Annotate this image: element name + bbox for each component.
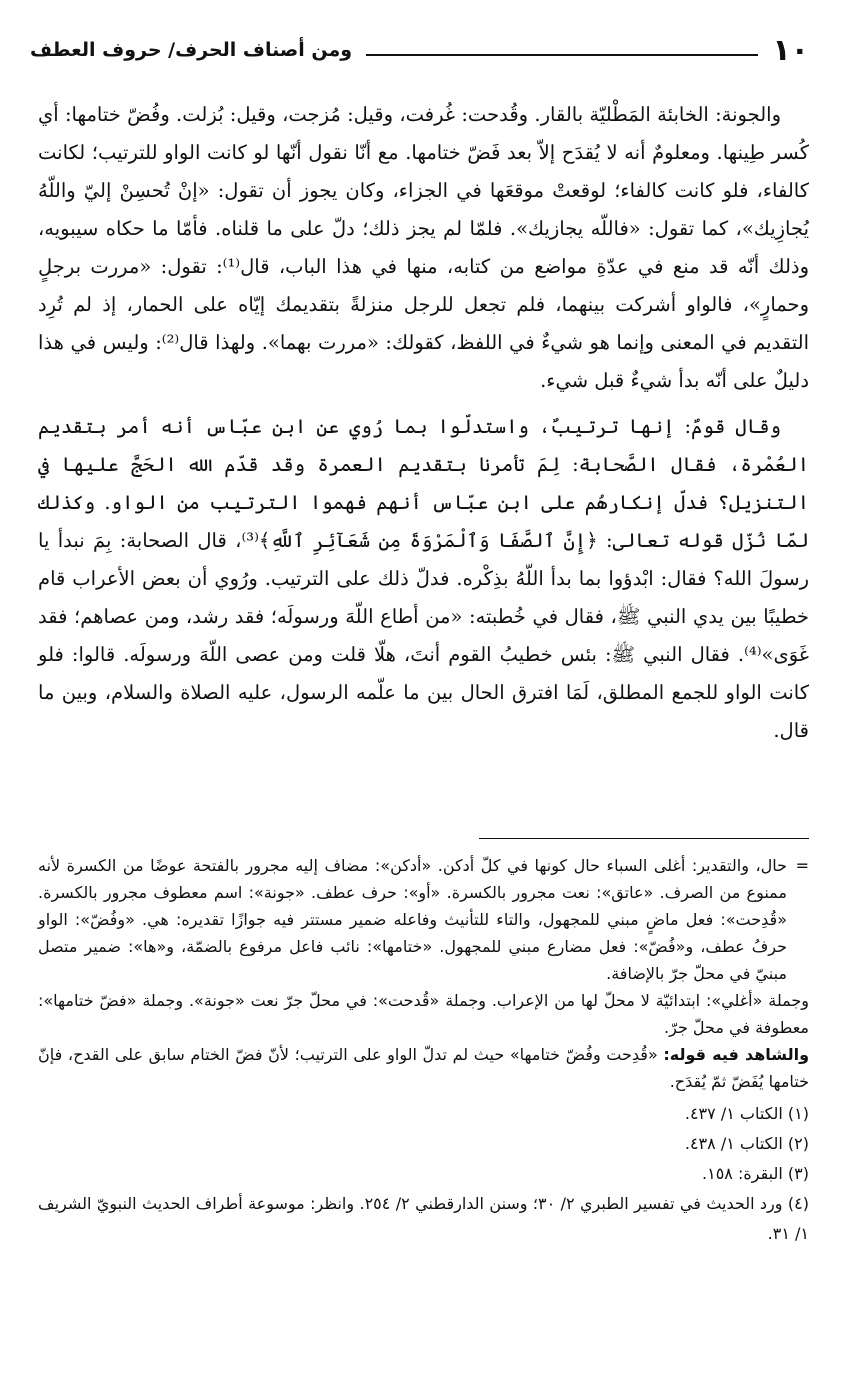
footnote-ref: (١) الكتاب ١/ ٤٣٧. [684,1104,809,1123]
footnotes [38,852,809,1249]
shahid-text: «قُدِحت وفُضّ ختامها» حيث لم تدلّ الواو على الترتيب؛ لأنّ فضّ الختام سابق على القدح، فإنّ ختامها يُفَضّ ثمّ يُقدَح. [38,1045,809,1091]
footnote-ref: (٤) ورد الحديث في تفسير الطبري ٢/ ٣٠؛ وسنن الدارقطني ٢/ ٢٥٤. وانظر: موسوعة أطراف الحديث النبويّ الشريف ١/ ٣١. [38,1194,809,1243]
footnote-ref: (٢) الكتاب ١/ ٤٣٨. [684,1134,809,1153]
footnote-continuation [38,852,809,987]
footnote-text: حال، والتقدير: أغلى السباء حال كونها في كلّ أدكن. «أدكن»: مضاف إليه مجرور بالفتحة عوضًا من الكسرة لأنه ممنوع من الصرف. «عاتق»: نعت مجرور بالكسرة. «أو»: حرف عطف. «جونة»: اسم معطوف مجرور بالكسرة. «قُدِحت»: فعل ماضٍ مبني للمجهول، والتاء للتأنيث وفاعله ضمير مستتر فيه جوازًا تقديره: هي. «وفُضّ»: الواو حرفُ عطف، و«فُضّ»: فعل مضارع مبني للمجهول. «ختامها»: نائب فاعل مرفوع بالضمّة، و«ها»: ضمير متصل مبنيّ في محلّ جرّ بالإضافة. [38,856,787,983]
footnote-shahid [38,1041,809,1095]
page-number: ١٠ [772,32,809,68]
running-title: ومن أصناف الحرف/ حروف العطف [30,39,353,61]
footnote-divider [479,838,809,839]
continuation-mark: = [795,856,809,875]
shahid-lead: والشاهد فيه قوله: [663,1045,810,1064]
header-rule [366,54,758,56]
page-header [30,30,809,70]
main-text [38,96,809,750]
footnote-references [38,1099,809,1249]
footnote-ref: (٣) البقرة: ١٥٨. [702,1164,809,1183]
footnote-text: وجملة «أغلي»: ابتدائيّة لا محلّ لها من الإعراب. وجملة «قُدحت»: في محلّ جرّ نعت «جونة». وجملة «فضّ ختامها»: معطوفة في محلّ جرّ. [38,991,809,1037]
paragraph: وقال قومٌ: إنها ترتيبٌ، واستدلّوا بما رُوي عن ابن عبّاس أنه أمر بتقديم العُمْرة، فقال الصَّحابة: لِمَ تأمرنا بتقديم العمرة وقد قدّم الله الحَجَّ عليها في التنزيل؟ فدلّ إنكارهُم على ابن عبّاس أنهم فهموا الترتيب من الواو. وكذلك لمّا نُزّل قوله تعالى: ﴿إِنَّ ٱلصَّفَا وَٱلْمَرْوَةَ مِن شَعَآئِرِ ٱللَّهِ﴾⁽³⁾، قال الصحابة: بِمَ نبدأ يا رسولَ الله؟ فقال: ابْدؤوا بما بدأ اللّهُ بذِكْره. فدلّ ذلك على الترتيب. ورُوي أن بعض الأعراب قام خطيبًا بين يدي النبي ﷺ، فقال في خُطبته: «من أطاع اللّهَ ورسولَه؛ فقد رشد، ومن عصاهم؛ فقد غَوَى»⁽⁴⁾. فقال النبي ﷺ: بئس خطيبُ القوم أنتَ، هلّا قلت ومن عصى اللّهَ ورسولَه. قالوا: فلو كانت الواو للجمع المطلق، لَمَا افترق الحال بين ما علّمه الرسول، عليه الصلاة والسلام، وبين ما قال. [38,415,809,742]
paragraph: والجونة: الخابئة المَطْليّة بالقار. وقُدحت: غُرفت، وقيل: مُزجت، وقيل: بُزلت. وفُضّ ختامها: أي كُسر طِينها. ومعلومٌ أنه لا يُقدَح إلاّ بعد فَضّ ختامها. مع أنّا نقول أنّها لو كانت الواو للترتيب؛ لكانت كالفاء، فلو كانت كالفاء؛ لوقعتْ موقعَها في الجزاء، وكان يجوز أن تقول: «إنْ تُحسِنْ إليّ واللّهُ يُجازِيك»، كما تقول: «فاللّه يجازيك». فلمّا لم يجز ذلك؛ دلّ على ما قلناه. فأمّا ما حكاه سيبويه، وذلك أنّه قد منع في عدّةِ مواضع من كتابه، منها في هذا الباب، قال⁽¹⁾: تقول: «مررت برجلٍ وحمارٍ»، فالواو أشركت بينهما، فلم تجعل للرجل منزلةً بتقديمك إيّاه على الحمار، إذ لم تُرِد التقديم في المعنى وإنما هو شيءٌ في اللفظ، كقولك: «مررت بهما». ولهذا قال⁽²⁾: وليس في هذا دليلٌ على أنّه بدأ شيءٌ قبل شيء. [38,103,809,392]
